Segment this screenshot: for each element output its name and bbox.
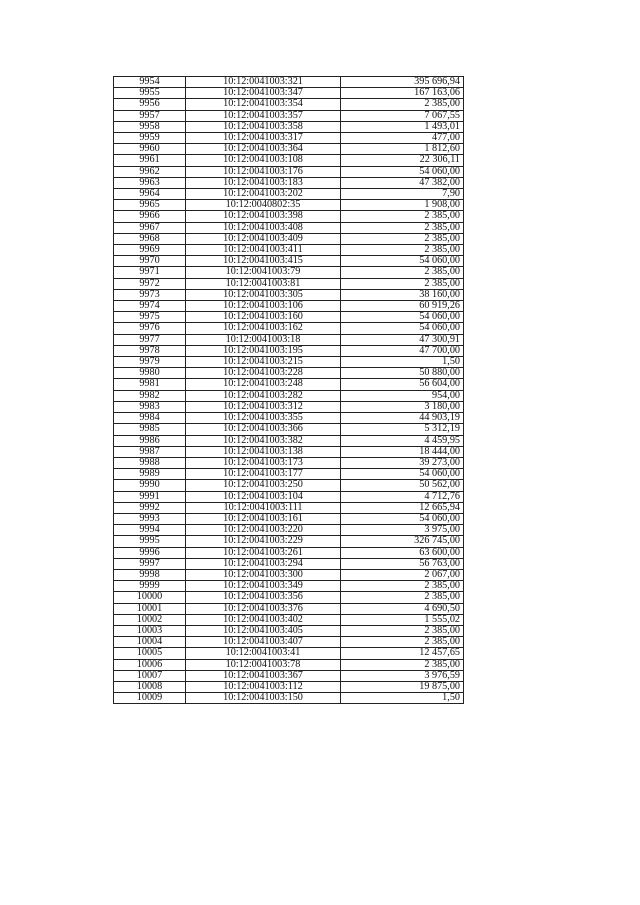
- amount-cell: 54 060,00: [341, 469, 464, 480]
- row-number-cell: 9988: [114, 457, 186, 468]
- cadastral-number-cell: 10:12:0041003:405: [186, 625, 341, 636]
- amount-cell: 47 700,00: [341, 345, 464, 356]
- row-number-cell: 9955: [114, 88, 186, 99]
- table-row: [114, 357, 464, 368]
- cadastral-number-cell: 10:12:0041003:407: [186, 637, 341, 648]
- cadastral-number-cell: 10:12:0041003:215: [186, 357, 341, 368]
- cadastral-number-cell: 10:12:0041003:376: [186, 603, 341, 614]
- table-row: [114, 525, 464, 536]
- table-row: [114, 77, 464, 88]
- row-number-cell: 10003: [114, 625, 186, 636]
- row-number-cell: 9954: [114, 77, 186, 88]
- amount-cell: 12 457,65: [341, 648, 464, 659]
- row-number-cell: 9993: [114, 513, 186, 524]
- amount-cell: 54 060,00: [341, 323, 464, 334]
- cadastral-number-cell: 10:12:0041003:202: [186, 189, 341, 200]
- table-row: [114, 88, 464, 99]
- cadastral-number-cell: 10:12:0041003:347: [186, 88, 341, 99]
- table-row: [114, 637, 464, 648]
- table-row: [114, 469, 464, 480]
- row-number-cell: 9992: [114, 502, 186, 513]
- table-row: [114, 200, 464, 211]
- cadastral-number-cell: 10:12:0041003:398: [186, 211, 341, 222]
- amount-cell: 54 060,00: [341, 513, 464, 524]
- cadastral-number-cell: 10:12:0041003:402: [186, 614, 341, 625]
- table-row: [114, 334, 464, 345]
- row-number-cell: 9959: [114, 133, 186, 144]
- amount-cell: 2 385,00: [341, 278, 464, 289]
- cadastral-number-cell: 10:12:0041003:248: [186, 379, 341, 390]
- amount-cell: 167 163,06: [341, 88, 464, 99]
- cadastral-number-cell: 10:12:0041003:108: [186, 155, 341, 166]
- amount-cell: 19 875,00: [341, 681, 464, 692]
- table-row: [114, 401, 464, 412]
- row-number-cell: 9982: [114, 390, 186, 401]
- row-number-cell: 9986: [114, 435, 186, 446]
- table-body: [114, 77, 464, 704]
- table-row: [114, 648, 464, 659]
- cadastral-number-cell: 10:12:0041003:367: [186, 670, 341, 681]
- table-row: [114, 569, 464, 580]
- row-number-cell: 9980: [114, 368, 186, 379]
- amount-cell: 39 273,00: [341, 457, 464, 468]
- table-row: [114, 390, 464, 401]
- table-row: [114, 446, 464, 457]
- table-row: [114, 603, 464, 614]
- table-row: [114, 614, 464, 625]
- cadastral-number-cell: 10:12:0041003:111: [186, 502, 341, 513]
- cadastral-number-cell: 10:12:0041003:321: [186, 77, 341, 88]
- amount-cell: 2 385,00: [341, 592, 464, 603]
- amount-cell: 60 919,26: [341, 301, 464, 312]
- row-number-cell: 10002: [114, 614, 186, 625]
- amount-cell: 47 300,91: [341, 334, 464, 345]
- table-row: [114, 424, 464, 435]
- table-row: [114, 558, 464, 569]
- cadastral-number-cell: 10:12:0041003:160: [186, 312, 341, 323]
- amount-cell: 2 385,00: [341, 211, 464, 222]
- row-number-cell: 9998: [114, 569, 186, 580]
- cadastral-number-cell: 10:12:0041003:411: [186, 245, 341, 256]
- amount-cell: 7 067,55: [341, 110, 464, 121]
- row-number-cell: 9976: [114, 323, 186, 334]
- cadastral-number-cell: 10:12:0041003:220: [186, 525, 341, 536]
- amount-cell: 1 908,00: [341, 200, 464, 211]
- table-row: [114, 693, 464, 704]
- amount-cell: 54 060,00: [341, 166, 464, 177]
- amount-cell: 7,90: [341, 189, 464, 200]
- table-row: [114, 670, 464, 681]
- row-number-cell: 9969: [114, 245, 186, 256]
- row-number-cell: 9978: [114, 345, 186, 356]
- amount-cell: 38 160,00: [341, 289, 464, 300]
- cadastral-number-cell: 10:12:0041003:357: [186, 110, 341, 121]
- row-number-cell: 9983: [114, 401, 186, 412]
- table-row: [114, 379, 464, 390]
- row-number-cell: 10008: [114, 681, 186, 692]
- cadastral-number-cell: 10:12:0041003:162: [186, 323, 341, 334]
- cadastral-number-cell: 10:12:0041003:261: [186, 547, 341, 558]
- row-number-cell: 10000: [114, 592, 186, 603]
- table-row: [114, 121, 464, 132]
- row-number-cell: 9975: [114, 312, 186, 323]
- amount-cell: 56 604,00: [341, 379, 464, 390]
- amount-cell: 1 812,60: [341, 144, 464, 155]
- cadastral-number-cell: 10:12:0041003:78: [186, 659, 341, 670]
- amount-cell: 5 312,19: [341, 424, 464, 435]
- row-number-cell: 9994: [114, 525, 186, 536]
- table-row: [114, 189, 464, 200]
- table-row: [114, 659, 464, 670]
- amount-cell: 44 903,19: [341, 413, 464, 424]
- cadastral-number-cell: 10:12:0041003:79: [186, 267, 341, 278]
- cadastral-number-cell: 10:12:0041003:228: [186, 368, 341, 379]
- table-row: [114, 144, 464, 155]
- cadastral-number-cell: 10:12:0041003:104: [186, 491, 341, 502]
- cadastral-number-cell: 10:12:0041003:138: [186, 446, 341, 457]
- amount-cell: 2 385,00: [341, 637, 464, 648]
- row-number-cell: 9973: [114, 289, 186, 300]
- amount-cell: 2 385,00: [341, 267, 464, 278]
- row-number-cell: 9999: [114, 581, 186, 592]
- cadastral-number-cell: 10:12:0041003:161: [186, 513, 341, 524]
- table-row: [114, 625, 464, 636]
- table-row: [114, 592, 464, 603]
- amount-cell: 63 600,00: [341, 547, 464, 558]
- cadastral-number-cell: 10:12:0041003:282: [186, 390, 341, 401]
- row-number-cell: 9958: [114, 121, 186, 132]
- amount-cell: 477,00: [341, 133, 464, 144]
- row-number-cell: 9970: [114, 256, 186, 267]
- row-number-cell: 9963: [114, 177, 186, 188]
- row-number-cell: 9972: [114, 278, 186, 289]
- row-number-cell: 9990: [114, 480, 186, 491]
- table-row: [114, 435, 464, 446]
- row-number-cell: 9997: [114, 558, 186, 569]
- row-number-cell: 9962: [114, 166, 186, 177]
- amount-cell: 3 976,59: [341, 670, 464, 681]
- amount-cell: 2 385,00: [341, 245, 464, 256]
- table-row: [114, 681, 464, 692]
- table-row: [114, 301, 464, 312]
- table-row: [114, 345, 464, 356]
- amount-cell: 395 696,94: [341, 77, 464, 88]
- table-row: [114, 267, 464, 278]
- cadastral-number-cell: 10:12:0041003:364: [186, 144, 341, 155]
- amount-cell: 3 975,00: [341, 525, 464, 536]
- cadastral-number-cell: 10:12:0041003:349: [186, 581, 341, 592]
- row-number-cell: 9964: [114, 189, 186, 200]
- table-row: [114, 99, 464, 110]
- row-number-cell: 9991: [114, 491, 186, 502]
- amount-cell: 1 493,01: [341, 121, 464, 132]
- row-number-cell: 9996: [114, 547, 186, 558]
- amount-cell: 54 060,00: [341, 256, 464, 267]
- cadastral-number-cell: 10:12:0041003:366: [186, 424, 341, 435]
- table-row: [114, 256, 464, 267]
- cadastral-number-cell: 10:12:0041003:195: [186, 345, 341, 356]
- row-number-cell: 9979: [114, 357, 186, 368]
- cadastral-number-cell: 10:12:0041003:408: [186, 222, 341, 233]
- cadastral-number-cell: 10:12:0041003:356: [186, 592, 341, 603]
- amount-cell: 1,50: [341, 693, 464, 704]
- amount-cell: 3 180,00: [341, 401, 464, 412]
- amount-cell: 4 690,50: [341, 603, 464, 614]
- amount-cell: 326 745,00: [341, 536, 464, 547]
- cadastral-number-cell: 10:12:0040802:35: [186, 200, 341, 211]
- row-number-cell: 9971: [114, 267, 186, 278]
- table-row: [114, 133, 464, 144]
- table-row: [114, 211, 464, 222]
- amount-cell: 4 459,95: [341, 435, 464, 446]
- table-row: [114, 547, 464, 558]
- table-row: [114, 491, 464, 502]
- row-number-cell: 10005: [114, 648, 186, 659]
- table-row: [114, 166, 464, 177]
- amount-cell: 1 555,02: [341, 614, 464, 625]
- table-row: [114, 457, 464, 468]
- table-row: [114, 278, 464, 289]
- table-row: [114, 222, 464, 233]
- cadastral-number-cell: 10:12:0041003:312: [186, 401, 341, 412]
- table-row: [114, 513, 464, 524]
- cadastral-number-cell: 10:12:0041003:106: [186, 301, 341, 312]
- table-row: [114, 110, 464, 121]
- amount-cell: 954,00: [341, 390, 464, 401]
- cadastral-number-cell: 10:12:0041003:300: [186, 569, 341, 580]
- cadastral-number-cell: 10:12:0041003:81: [186, 278, 341, 289]
- row-number-cell: 9965: [114, 200, 186, 211]
- data-table: [113, 76, 464, 704]
- table-row: [114, 233, 464, 244]
- row-number-cell: 9977: [114, 334, 186, 345]
- cadastral-number-cell: 10:12:0041003:177: [186, 469, 341, 480]
- table-row: [114, 312, 464, 323]
- row-number-cell: 9974: [114, 301, 186, 312]
- amount-cell: 2 067,00: [341, 569, 464, 580]
- cadastral-number-cell: 10:12:0041003:294: [186, 558, 341, 569]
- cadastral-number-cell: 10:12:0041003:41: [186, 648, 341, 659]
- row-number-cell: 9961: [114, 155, 186, 166]
- amount-cell: 2 385,00: [341, 222, 464, 233]
- cadastral-number-cell: 10:12:0041003:409: [186, 233, 341, 244]
- amount-cell: 2 385,00: [341, 659, 464, 670]
- cadastral-number-cell: 10:12:0041003:354: [186, 99, 341, 110]
- amount-cell: 18 444,00: [341, 446, 464, 457]
- row-number-cell: 9957: [114, 110, 186, 121]
- cadastral-number-cell: 10:12:0041003:183: [186, 177, 341, 188]
- amount-cell: 22 306,11: [341, 155, 464, 166]
- row-number-cell: 9995: [114, 536, 186, 547]
- row-number-cell: 9984: [114, 413, 186, 424]
- row-number-cell: 10006: [114, 659, 186, 670]
- cadastral-number-cell: 10:12:0041003:18: [186, 334, 341, 345]
- cadastral-number-cell: 10:12:0041003:382: [186, 435, 341, 446]
- amount-cell: 47 382,00: [341, 177, 464, 188]
- cadastral-number-cell: 10:12:0041003:176: [186, 166, 341, 177]
- cadastral-number-cell: 10:12:0041003:317: [186, 133, 341, 144]
- amount-cell: 54 060,00: [341, 312, 464, 323]
- row-number-cell: 9956: [114, 99, 186, 110]
- table-row: [114, 502, 464, 513]
- row-number-cell: 9960: [114, 144, 186, 155]
- table-row: [114, 155, 464, 166]
- table-row: [114, 480, 464, 491]
- cadastral-number-cell: 10:12:0041003:358: [186, 121, 341, 132]
- cadastral-number-cell: 10:12:0041003:250: [186, 480, 341, 491]
- cadastral-number-cell: 10:12:0041003:305: [186, 289, 341, 300]
- row-number-cell: 9966: [114, 211, 186, 222]
- row-number-cell: 10009: [114, 693, 186, 704]
- table-row: [114, 177, 464, 188]
- amount-cell: 50 880,00: [341, 368, 464, 379]
- amount-cell: 2 385,00: [341, 581, 464, 592]
- cadastral-number-cell: 10:12:0041003:150: [186, 693, 341, 704]
- row-number-cell: 10004: [114, 637, 186, 648]
- row-number-cell: 9967: [114, 222, 186, 233]
- amount-cell: 2 385,00: [341, 99, 464, 110]
- cadastral-number-cell: 10:12:0041003:355: [186, 413, 341, 424]
- table-row: [114, 368, 464, 379]
- amount-cell: 2 385,00: [341, 233, 464, 244]
- row-number-cell: 10001: [114, 603, 186, 614]
- amount-cell: 50 562,00: [341, 480, 464, 491]
- row-number-cell: 9985: [114, 424, 186, 435]
- amount-cell: 4 712,76: [341, 491, 464, 502]
- table-row: [114, 245, 464, 256]
- row-number-cell: 10007: [114, 670, 186, 681]
- cadastral-number-cell: 10:12:0041003:415: [186, 256, 341, 267]
- row-number-cell: 9968: [114, 233, 186, 244]
- table-row: [114, 581, 464, 592]
- table-row: [114, 413, 464, 424]
- amount-cell: 2 385,00: [341, 625, 464, 636]
- amount-cell: 56 763,00: [341, 558, 464, 569]
- table-row: [114, 536, 464, 547]
- table-row: [114, 323, 464, 334]
- row-number-cell: 9981: [114, 379, 186, 390]
- row-number-cell: 9987: [114, 446, 186, 457]
- table-row: [114, 289, 464, 300]
- cadastral-number-cell: 10:12:0041003:112: [186, 681, 341, 692]
- cadastral-number-cell: 10:12:0041003:173: [186, 457, 341, 468]
- amount-cell: 1,50: [341, 357, 464, 368]
- row-number-cell: 9989: [114, 469, 186, 480]
- amount-cell: 12 665,94: [341, 502, 464, 513]
- cadastral-number-cell: 10:12:0041003:229: [186, 536, 341, 547]
